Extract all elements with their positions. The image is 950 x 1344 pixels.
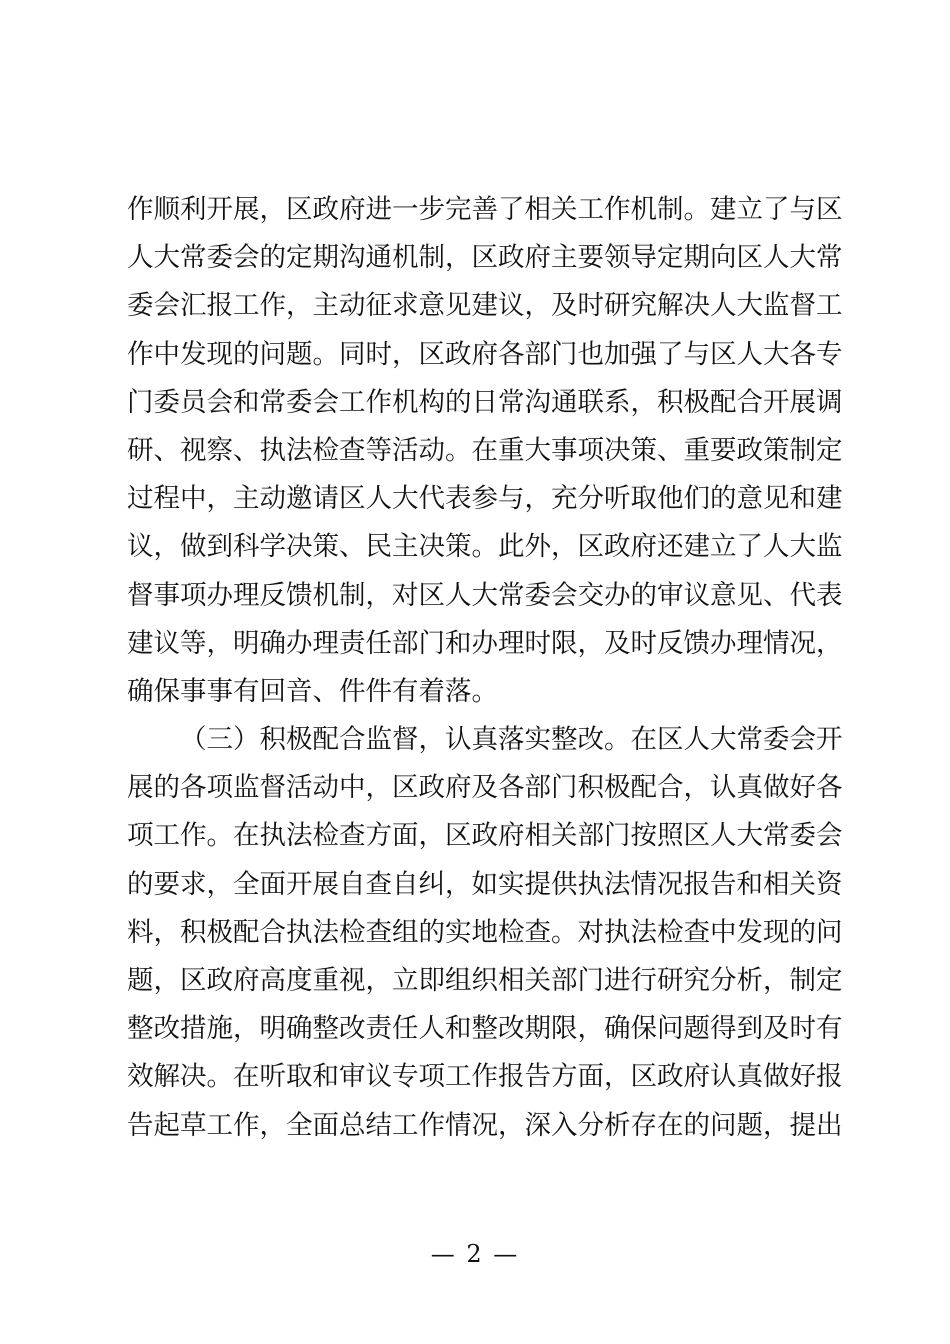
text-line: 的要求，全面开展自查自纠，如实提供执法情况报告和相关资: [127, 868, 843, 900]
text-line: 题，区政府高度重视，立即组织相关部门进行研究分析，制定: [127, 965, 843, 996]
text-line: 告起草工作，全面总结工作情况，深入分析存在的问题，提出: [127, 1109, 843, 1141]
text-line: 展的各项监督活动中，区政府及各部门积极配合，认真做好各: [127, 772, 843, 804]
text-line: 研、视察、执法检查等活动。在重大事项决策、重要政策制定: [127, 434, 843, 466]
text-line: 议，做到科学决策、民主决策。此外，区政府还建立了人大监: [127, 531, 843, 563]
text-line: 料，积极配合执法检查组的实地检查。对执法检查中发现的问: [127, 916, 843, 948]
text-line-section-heading: （三）积极配合监督，认真落实整改。在区人大常委会开: [180, 724, 843, 756]
body-text: [127, 186, 843, 1150]
text-line: 人大常委会的定期沟通机制，区政府主要领导定期向区人大常: [127, 242, 843, 274]
text-line: 整改措施，明确整改责任人和整改期限，确保问题得到及时有: [127, 1013, 843, 1045]
text-line-paragraph-end: 确保事事有回音、件件有着落。: [127, 675, 498, 707]
text-line: 项工作。在执法检查方面，区政府相关部门按照区人大常委会: [127, 820, 843, 852]
text-line: 建议等，明确办理责任部门和办理时限，及时反馈办理情况，: [127, 627, 843, 659]
text-line: 门委员会和常委会工作机构的日常沟通联系，积极配合开展调: [127, 386, 843, 418]
text-line: 效解决。在听取和审议专项工作报告方面，区政府认真做好报: [127, 1061, 843, 1093]
text-line: 督事项办理反馈机制，对区人大常委会交办的审议意见、代表: [127, 579, 843, 611]
text-line: 过程中，主动邀请区人大代表参与，充分听取他们的意见和建: [127, 483, 843, 515]
text-line: 作顺利开展，区政府进一步完善了相关工作机制。建立了与区: [127, 194, 843, 225]
text-line: 作中发现的问题。同时，区政府各部门也加强了与区人大各专: [127, 338, 843, 370]
page-number: — 2 —: [430, 1240, 520, 1268]
text-line: 委会汇报工作，主动征求意见建议，及时研究解决人大监督工: [127, 290, 843, 322]
